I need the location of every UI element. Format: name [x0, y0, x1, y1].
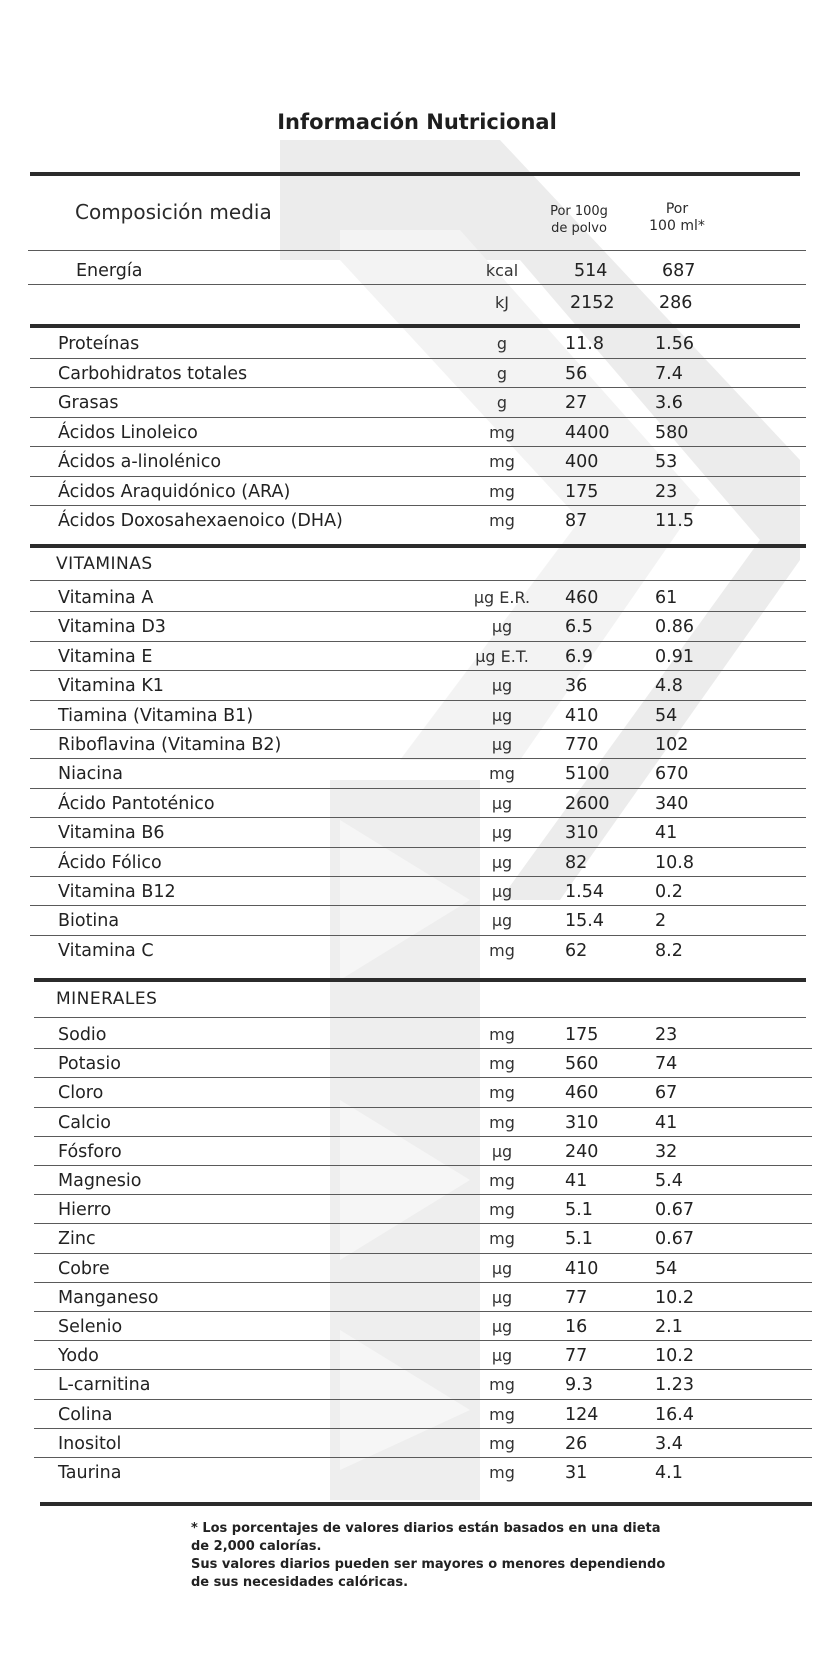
value-per-100g: 1.54 [565, 882, 604, 902]
divider [30, 324, 800, 328]
table-row [30, 647, 810, 677]
value-per-100ml: 0.67 [655, 1229, 694, 1250]
divider [30, 505, 806, 506]
table-row [30, 706, 810, 736]
table-row [30, 1229, 810, 1259]
table-row [30, 334, 810, 364]
col2-line1: Por [665, 201, 689, 217]
divider [34, 1369, 812, 1370]
value-per-100ml: 687 [662, 261, 696, 281]
vitamins-heading: VITAMINAS [56, 554, 153, 574]
table-row [30, 1054, 810, 1084]
nutrient-name: Yodo [58, 1346, 99, 1367]
nutrient-name: Vitamina K1 [58, 676, 164, 697]
value-per-100ml: 23 [655, 1025, 678, 1045]
value-per-100ml: 32 [655, 1141, 678, 1162]
divider [30, 580, 806, 581]
divider [30, 417, 806, 418]
table-row [30, 293, 810, 323]
nutrient-name: Vitamina B12 [58, 882, 176, 902]
footnote-line: * Los porcentajes de valores diarios están basados en una dieta [191, 1521, 661, 1536]
value-per-100ml: 41 [655, 823, 678, 844]
nutrient-unit: mg [489, 1463, 515, 1482]
value-per-100g: 310 [565, 823, 599, 844]
divider [30, 788, 806, 789]
nutrient-name: Magnesio [58, 1171, 142, 1191]
value-per-100g: 26 [565, 1433, 588, 1454]
nutrient-unit: mg [489, 1054, 515, 1074]
nutrient-name: Ácido Pantoténico [58, 793, 215, 814]
table-row [30, 735, 810, 765]
value-per-100ml: 53 [655, 452, 678, 472]
divider [34, 1048, 812, 1049]
table-row [30, 911, 810, 941]
value-per-100g: 56 [565, 363, 588, 384]
divider [30, 172, 800, 176]
nutrient-name: Cloro [58, 1083, 104, 1104]
divider [30, 817, 806, 818]
divider [34, 1194, 812, 1195]
divider [34, 1253, 812, 1254]
nutrient-name: Taurina [58, 1463, 122, 1483]
nutrient-name: Potasio [58, 1054, 121, 1075]
table-row [30, 511, 810, 541]
nutrient-name: Cobre [58, 1258, 110, 1279]
value-per-100ml: 41 [655, 1112, 678, 1133]
value-per-100ml: 2 [655, 911, 667, 932]
value-per-100ml: 67 [655, 1083, 678, 1104]
value-per-100g: 410 [565, 705, 599, 726]
value-per-100ml: 340 [655, 793, 689, 814]
divider [34, 1340, 812, 1341]
value-per-100ml: 16.4 [655, 1404, 694, 1425]
divider [30, 476, 806, 477]
col2-line2: 100 ml* [649, 218, 705, 234]
value-per-100ml: 10.8 [655, 852, 694, 873]
value-per-100g: 77 [565, 1346, 588, 1367]
value-per-100g: 240 [565, 1141, 599, 1162]
value-per-100g: 560 [565, 1054, 599, 1075]
minerals-heading: MINERALES [56, 989, 158, 1009]
value-per-100ml: 0.2 [655, 882, 683, 902]
nutrient-unit: µg [491, 1317, 513, 1336]
table-row [30, 1113, 810, 1143]
divider [30, 670, 806, 671]
nutrient-name: Ácidos a-linolénico [58, 452, 222, 472]
table-row [30, 452, 810, 482]
value-per-100ml: 10.2 [655, 1287, 694, 1308]
nutrient-name: Sodio [58, 1025, 107, 1045]
value-per-100ml: 0.86 [655, 617, 694, 638]
value-per-100ml: 5.4 [655, 1171, 683, 1191]
divider [30, 387, 806, 388]
table-row [30, 423, 810, 453]
nutrient-unit: mg [489, 481, 515, 501]
nutrient-name: Hierro [58, 1200, 112, 1221]
divider [30, 641, 806, 642]
nutrient-unit: µg [491, 705, 513, 725]
table-row [30, 823, 810, 853]
divider [34, 1136, 812, 1137]
table-row [30, 1259, 810, 1289]
value-per-100ml: 74 [655, 1054, 678, 1075]
value-per-100g: 460 [565, 1083, 599, 1104]
value-per-100ml: 23 [655, 481, 678, 502]
value-per-100g: 9.3 [565, 1375, 593, 1396]
table-row [30, 1405, 810, 1435]
table-row [30, 261, 810, 291]
table-row [30, 588, 810, 618]
value-per-100g: 4400 [565, 422, 610, 443]
nutrient-name: Carbohidratos totales [58, 363, 248, 384]
table-row [30, 1142, 810, 1172]
nutrient-unit: µg [491, 676, 513, 696]
table-row [30, 794, 810, 824]
value-per-100ml: 1.56 [655, 334, 694, 354]
table-row [30, 364, 810, 394]
divider [34, 1311, 812, 1312]
value-per-100ml: 4.8 [655, 676, 683, 697]
table-row [30, 1288, 810, 1318]
nutrient-name: Biotina [58, 911, 120, 932]
value-per-100ml: 0.67 [655, 1200, 694, 1221]
value-per-100g: 514 [574, 261, 608, 281]
value-per-100ml: 7.4 [655, 363, 683, 384]
value-per-100g: 400 [565, 452, 599, 472]
nutrient-name: Calcio [58, 1112, 111, 1133]
value-per-100ml: 1.23 [655, 1375, 694, 1396]
divider [34, 1017, 806, 1018]
nutrient-unit: g [496, 393, 508, 412]
footnote-line: de sus necesidades calóricas. [191, 1575, 409, 1590]
nutrient-name: Energía [76, 261, 143, 281]
value-per-100g: 175 [565, 1025, 599, 1045]
nutrient-unit: µg [491, 823, 513, 843]
nutrient-unit: µg [491, 1258, 513, 1278]
divider [34, 1428, 812, 1429]
nutrient-unit: mg [489, 1433, 515, 1453]
value-per-100g: 6.9 [565, 646, 593, 667]
nutrient-name: Zinc [58, 1229, 96, 1250]
value-per-100g: 15.4 [565, 911, 604, 932]
divider [34, 978, 806, 982]
value-per-100g: 310 [565, 1112, 599, 1133]
nutrient-unit: mg [489, 1229, 515, 1249]
nutrient-unit: g [496, 334, 508, 353]
nutrient-name: Vitamina B6 [58, 823, 165, 844]
nutrient-unit: kJ [495, 293, 509, 312]
nutrient-name: Manganeso [58, 1287, 159, 1308]
value-per-100g: 36 [565, 676, 588, 697]
nutrient-name: Ácidos Araquidónico (ARA) [58, 481, 291, 502]
nutrient-unit: µg [491, 793, 513, 813]
value-per-100g: 16 [565, 1317, 588, 1337]
divider [30, 876, 806, 877]
footnote-line: de 2,000 calorías. [191, 1539, 322, 1554]
value-per-100ml: 286 [659, 293, 693, 313]
table-row [30, 764, 810, 794]
value-per-100ml: 0.91 [655, 646, 694, 667]
value-per-100ml: 580 [655, 422, 689, 443]
nutrient-unit: mg [489, 511, 515, 530]
divider [30, 935, 806, 936]
value-per-100g: 5100 [565, 764, 610, 785]
table-row [30, 1463, 810, 1493]
divider [34, 1223, 812, 1224]
divider [30, 758, 806, 759]
nutrient-unit: mg [489, 764, 515, 784]
footnote [191, 1520, 681, 1592]
value-per-100ml: 8.2 [655, 940, 683, 961]
nutrient-unit: mg [489, 1112, 515, 1132]
value-per-100ml: 3.6 [655, 393, 683, 413]
table-row [30, 1025, 810, 1055]
nutrient-name: Ácido Fólico [58, 852, 162, 873]
value-per-100g: 87 [565, 511, 588, 531]
value-per-100ml: 54 [655, 705, 678, 726]
value-per-100g: 5.1 [565, 1229, 593, 1250]
divider [28, 250, 806, 251]
nutrient-name: Vitamina A [58, 588, 154, 608]
nutrient-unit: mg [489, 452, 515, 471]
nutrient-unit: g [496, 363, 508, 383]
composition-header: Composición media [75, 200, 272, 224]
table-row [30, 1434, 810, 1464]
nutrient-name: Grasas [58, 393, 119, 413]
table-row [30, 882, 810, 912]
col1-line2: de polvo [551, 221, 607, 236]
value-per-100g: 770 [565, 735, 599, 755]
value-per-100ml: 3.4 [655, 1433, 683, 1454]
nutrient-name: Vitamina D3 [58, 617, 166, 638]
value-per-100g: 124 [565, 1404, 599, 1425]
nutrient-name: Vitamina C [58, 940, 154, 961]
nutrient-name: Fósforo [58, 1141, 122, 1162]
col1-line1: Por 100g [550, 204, 608, 219]
nutrient-unit: µg [491, 735, 513, 754]
value-per-100ml: 102 [655, 735, 689, 755]
value-per-100g: 460 [565, 588, 599, 608]
nutrient-name: Riboflavina (Vitamina B2) [58, 735, 282, 755]
nutrient-unit: µg E.T. [475, 646, 529, 666]
divider [30, 544, 806, 548]
nutrient-unit: mg [489, 1025, 515, 1044]
table-row [30, 676, 810, 706]
nutrient-name: Proteínas [58, 334, 140, 354]
divider [30, 611, 806, 612]
nutrient-unit: mg [489, 1375, 515, 1395]
value-per-100g: 27 [565, 393, 588, 413]
table-row [30, 1200, 810, 1230]
col-per-100g-header [524, 203, 634, 237]
value-per-100g: 2152 [570, 293, 615, 313]
nutrient-unit: µg [491, 1141, 513, 1161]
divider [34, 1282, 812, 1283]
value-per-100g: 2600 [565, 793, 610, 814]
table-row [30, 482, 810, 512]
nutrient-unit: mg [489, 422, 515, 442]
value-per-100ml: 670 [655, 764, 689, 785]
value-per-100g: 41 [565, 1171, 588, 1191]
nutrient-name: Tiamina (Vitamina B1) [58, 705, 254, 726]
value-per-100g: 82 [565, 852, 588, 873]
nutrient-unit: µg [491, 617, 513, 637]
value-per-100g: 11.8 [565, 334, 604, 354]
footnote-line: Sus valores diarios pueden ser mayores o menores dependiendo [191, 1557, 666, 1572]
table-row [30, 853, 810, 883]
nutrient-name: Colina [58, 1404, 113, 1425]
nutrient-unit: µg [491, 1346, 513, 1366]
divider [30, 446, 806, 447]
divider [34, 1077, 812, 1078]
value-per-100ml: 11.5 [655, 511, 694, 531]
value-per-100g: 62 [565, 940, 588, 961]
divider [30, 700, 806, 701]
value-per-100ml: 10.2 [655, 1346, 694, 1367]
table-row [30, 1317, 810, 1347]
table-row [30, 1171, 810, 1201]
nutrient-name: Ácidos Doxosahexaenoico (DHA) [58, 511, 343, 531]
nutrient-unit: mg [489, 1404, 515, 1424]
col-per-100ml-header [622, 201, 732, 235]
nutrient-unit: µg [491, 1287, 513, 1307]
table-row [30, 393, 810, 423]
nutrient-unit: mg [489, 1083, 515, 1103]
table-row [30, 617, 810, 647]
table-row [30, 941, 810, 971]
value-per-100g: 175 [565, 481, 599, 502]
divider [34, 1107, 812, 1108]
nutrient-unit: µg [491, 852, 513, 872]
value-per-100ml: 61 [655, 588, 678, 608]
value-per-100ml: 4.1 [655, 1463, 683, 1483]
page-title: Información Nutricional [277, 110, 557, 134]
nutrient-unit: kcal [485, 261, 519, 280]
nutrient-name: Vitamina E [58, 646, 153, 667]
table-row [30, 1346, 810, 1376]
value-per-100ml: 54 [655, 1258, 678, 1279]
divider [30, 358, 806, 359]
divider [34, 1165, 812, 1166]
divider [30, 847, 806, 848]
value-per-100g: 31 [565, 1463, 588, 1483]
nutrient-unit: µg [491, 911, 513, 931]
nutrient-unit: µg E.R. [473, 588, 531, 607]
nutrient-unit: mg [489, 1171, 515, 1190]
divider [28, 284, 806, 285]
divider [40, 1502, 812, 1506]
value-per-100g: 5.1 [565, 1200, 593, 1221]
nutrient-unit: µg [491, 882, 513, 901]
divider [34, 1399, 812, 1400]
divider [34, 1457, 812, 1458]
value-per-100g: 410 [565, 1258, 599, 1279]
nutrient-name: Selenio [58, 1317, 123, 1337]
table-row [30, 1375, 810, 1405]
divider [30, 905, 806, 906]
table-row [30, 1083, 810, 1113]
nutrient-unit: mg [489, 1200, 515, 1220]
nutrient-name: Niacina [58, 764, 123, 785]
value-per-100g: 6.5 [565, 617, 593, 638]
nutrient-unit: mg [489, 940, 515, 960]
nutrient-name: Inositol [58, 1433, 122, 1454]
nutrient-name: Ácidos Linoleico [58, 422, 198, 443]
value-per-100ml: 2.1 [655, 1317, 683, 1337]
value-per-100g: 77 [565, 1287, 588, 1308]
nutrient-name: L-carnitina [58, 1375, 151, 1396]
divider [30, 729, 806, 730]
